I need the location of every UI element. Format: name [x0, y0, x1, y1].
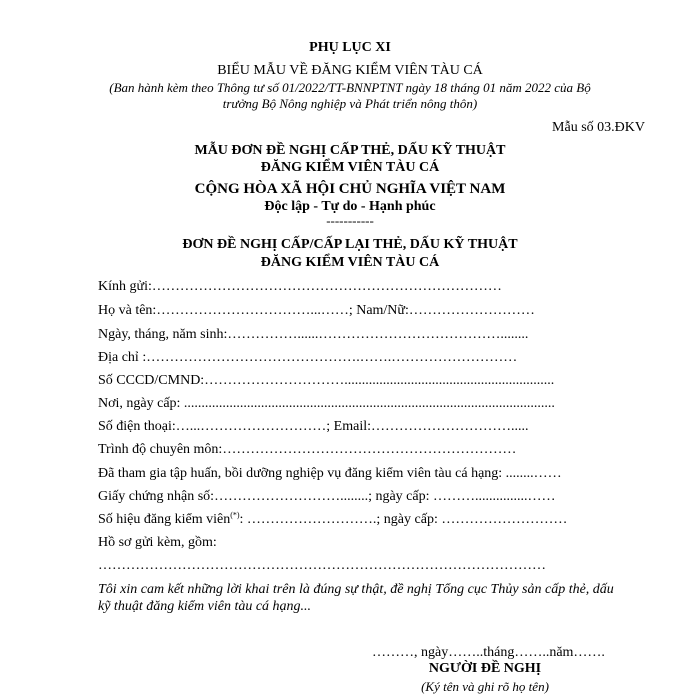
field-issue-place-date: Nơi, ngày cấp: ..........................................................................................................: [98, 396, 555, 411]
field-phone-email: Số điện thoại:…...………………………; Email:………………………….....: [98, 419, 529, 434]
inspector-number-label: Số hiệu đăng kiểm viên: [98, 512, 231, 527]
form-number: Mẫu số 03.ĐKV: [552, 120, 645, 135]
field-address: Địa chỉ :……………………………………….…….………………………: [98, 350, 518, 365]
field-recipient: Kính gửi:…………………………………………………………………: [98, 279, 502, 294]
issued-line-1: (Ban hành kèm theo Thông tư số 01/2022/TT-BNNPTNT ngày 18 tháng 01 năm 2022 của Bộ: [109, 80, 591, 95]
form-heading-line-1: MẪU ĐƠN ĐỀ NGHỊ CẤP THẺ, DẤU KỸ THUẬT: [194, 143, 506, 158]
form-heading-line-2: ĐĂNG KIỂM VIÊN TÀU CÁ: [260, 160, 440, 175]
field-attachments: Hồ sơ gửi kèm, gồm:: [98, 535, 217, 550]
field-certificate: Giấy chứng nhận số:………………………........; ngày cấp: ………...............……: [98, 489, 556, 504]
divider: -----------: [326, 213, 374, 228]
field-inspector-number: [98, 512, 567, 528]
signature-note: (Ký tên và ghi rõ họ tên): [421, 679, 549, 694]
inspector-number-rest: : ……………………….; ngày cấp: ………………………: [239, 512, 568, 527]
field-training: Đã tham gia tập huấn, bồi dưỡng nghiệp vụ đăng kiểm viên tàu cá hạng: ........……: [98, 466, 562, 481]
signature-date-line: ………, ngày……..tháng……..năm…….: [372, 645, 605, 660]
field-attachments-dots: ……………………………………………………………………………………: [98, 558, 546, 573]
form-title: BIỂU MẪU VỀ ĐĂNG KIỂM VIÊN TÀU CÁ: [217, 63, 483, 78]
field-qualification: Trình độ chuyên môn:………………………………………………………: [98, 442, 517, 457]
declaration-line-2: kỹ thuật đăng kiểm viên tàu cá hạng...: [98, 599, 312, 614]
application-title-line-1: ĐƠN ĐỀ NGHỊ CẤP/CẤP LẠI THẺ, DẤU KỸ THUẬT: [182, 237, 518, 252]
national-motto: Độc lập - Tự do - Hạnh phúc: [264, 199, 436, 214]
issued-line-2: trưởng Bộ Nông nghiệp và Phát triển nông thôn): [222, 96, 478, 111]
declaration-line-1: Tôi xin cam kết những lời khai trên là đúng sự thật, đề nghị Tổng cục Thủy sản cấp thẻ, dấu: [98, 582, 614, 597]
field-name-gender: Họ và tên:……………………………...……; Nam/Nữ:………………………: [98, 303, 535, 318]
application-title-line-2: ĐĂNG KIỂM VIÊN TÀU CÁ: [260, 255, 440, 270]
footnote-mark: (*): [230, 510, 240, 520]
signature-role: NGƯỜI ĐỀ NGHỊ: [428, 661, 542, 676]
field-id-number: Số CCCD/CMND:…………………………............................................................: [98, 373, 555, 388]
appendix-title: PHỤ LỤC XI: [309, 40, 391, 55]
field-date-of-birth: Ngày, tháng, năm sinh:……………......…………………………………........: [98, 327, 529, 342]
national-title: CỘNG HÒA XÃ HỘI CHỦ NGHĨA VIỆT NAM: [194, 181, 506, 197]
